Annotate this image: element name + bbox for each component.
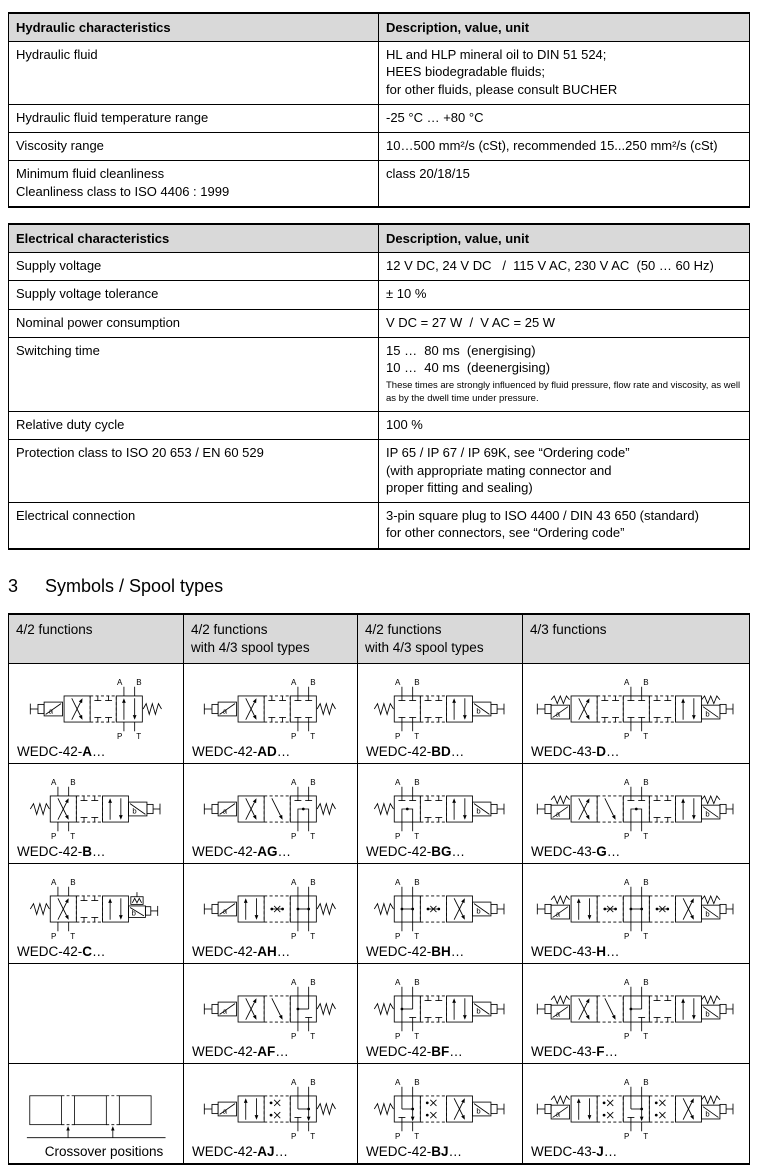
valve-code: WEDC-42-AJ… — [192, 1144, 289, 1160]
valve-symbol — [535, 876, 738, 942]
row-value: 3-pin square plug to ISO 4400 / DIN 43 650 (standard) for other connectors, see “Ordering code” — [379, 503, 750, 549]
svg-text:P: P — [623, 1132, 630, 1142]
row-value: 10…500 mm²/s (cSt), recommended 15...250 mm²/s (cSt) — [379, 133, 750, 161]
svg-text:a: a — [48, 706, 53, 716]
svg-text:B: B — [135, 678, 142, 688]
svg-text:T: T — [642, 1132, 648, 1142]
svg-text:b: b — [705, 809, 710, 819]
hydraulic-header-value: Description, value, unit — [379, 13, 750, 42]
svg-text:a: a — [555, 1009, 560, 1019]
svg-text:B: B — [642, 878, 649, 888]
valve-code: WEDC-43-J… — [531, 1144, 618, 1160]
svg-text:B: B — [310, 678, 316, 688]
svg-text:A: A — [623, 878, 630, 888]
valve-code: WEDC-42-BG… — [366, 844, 466, 860]
svg-text:T: T — [642, 932, 648, 942]
svg-text:b: b — [476, 1106, 481, 1116]
row-label: Protection class to ISO 20 653 / EN 60 529 — [9, 440, 379, 503]
valve-symbol — [535, 976, 738, 1042]
row-value: 15 … 80 ms (energising) 10 … 40 ms (deenergising) These times are strongly influenced by fluid pressure, flow rate and viscosity, as well as by the dwell time under pressure. — [379, 337, 750, 411]
valve-cell — [184, 864, 358, 964]
symbols-row-3 — [9, 964, 750, 1064]
svg-text:a: a — [222, 1006, 228, 1016]
valve-symbol — [28, 776, 165, 842]
valve-cell — [184, 664, 358, 764]
valve-code: WEDC-42-B… — [17, 844, 106, 860]
valve-cell — [184, 964, 358, 1064]
svg-text:b: b — [476, 906, 481, 916]
svg-text:b: b — [131, 908, 136, 918]
svg-text:T: T — [310, 832, 316, 842]
svg-text:a: a — [222, 806, 228, 816]
electrical-row-5 — [9, 440, 750, 503]
svg-text:A: A — [50, 878, 57, 888]
svg-text:T: T — [69, 932, 75, 942]
valve-cell — [358, 764, 523, 864]
svg-text:P: P — [50, 832, 57, 842]
svg-text:A: A — [623, 678, 630, 688]
hydraulic-header-label: Hydraulic characteristics — [9, 13, 379, 42]
valve-code: WEDC-42-AH… — [192, 944, 291, 960]
svg-text:P: P — [394, 732, 401, 742]
svg-text:P: P — [291, 1132, 297, 1142]
svg-text:B: B — [642, 678, 649, 688]
svg-text:T: T — [413, 932, 419, 942]
svg-text:a: a — [222, 906, 228, 916]
svg-text:A: A — [623, 1078, 630, 1088]
svg-text:B: B — [413, 878, 420, 888]
svg-text:P: P — [394, 1132, 401, 1142]
electrical-characteristics-table — [8, 223, 750, 550]
row-label: Hydraulic fluid temperature range — [9, 104, 379, 132]
symbols-header-col-1: 4/2 functions with 4/3 spool types — [184, 614, 358, 664]
valve-code: WEDC-42-A… — [17, 744, 106, 760]
svg-text:P: P — [623, 832, 630, 842]
svg-text:A: A — [291, 678, 297, 688]
valve-cell — [523, 964, 750, 1064]
symbols-row-2 — [9, 864, 750, 964]
valve-code: WEDC-43-D… — [531, 744, 620, 760]
valve-code: WEDC-43-H… — [531, 944, 620, 960]
crossover-positions-diagram — [24, 1090, 168, 1142]
svg-text:B: B — [69, 878, 76, 888]
electrical-header-row — [9, 224, 750, 253]
svg-text:A: A — [291, 1078, 297, 1088]
hydraulic-row-1 — [9, 104, 750, 132]
svg-text:T: T — [69, 832, 75, 842]
svg-text:a: a — [555, 709, 560, 719]
svg-text:P: P — [291, 1032, 297, 1042]
valve-symbol — [202, 1076, 339, 1142]
svg-text:T: T — [310, 932, 316, 942]
row-value: 12 V DC, 24 V DC / 115 V AC, 230 V AC (50 … 60 Hz) — [379, 252, 750, 280]
svg-text:A: A — [116, 678, 123, 688]
electrical-row-0 — [9, 252, 750, 280]
svg-text:B: B — [413, 678, 420, 688]
row-label: Hydraulic fluid — [9, 42, 379, 105]
svg-text:B: B — [310, 778, 316, 788]
symbols-row-1 — [9, 764, 750, 864]
svg-text:a: a — [555, 909, 560, 919]
svg-text:P: P — [394, 1032, 401, 1042]
svg-text:B: B — [642, 978, 649, 988]
svg-text:b: b — [705, 909, 710, 919]
svg-text:P: P — [116, 732, 123, 742]
hydraulic-characteristics-table — [8, 12, 750, 208]
valve-cell — [9, 764, 184, 864]
valve-cell — [9, 864, 184, 964]
valve-cell — [358, 1064, 523, 1165]
svg-text:b: b — [476, 806, 481, 816]
valve-symbol — [28, 676, 165, 742]
valve-cell — [358, 864, 523, 964]
valve-cell — [523, 1064, 750, 1165]
valve-symbol — [372, 976, 509, 1042]
hydraulic-row-2 — [9, 133, 750, 161]
svg-text:B: B — [310, 978, 316, 988]
valve-code: WEDC-42-BD… — [366, 744, 465, 760]
valve-code: WEDC-43-G… — [531, 844, 621, 860]
section-number: 3 — [8, 575, 19, 596]
svg-text:T: T — [413, 832, 419, 842]
symbols-header-col-2: 4/2 functions with 4/3 spool types — [358, 614, 523, 664]
svg-text:P: P — [623, 1032, 630, 1042]
svg-text:b: b — [476, 1006, 481, 1016]
svg-text:A: A — [291, 978, 297, 988]
svg-text:a: a — [555, 1109, 560, 1119]
symbols-row-4 — [9, 1064, 750, 1165]
svg-text:B: B — [310, 1078, 316, 1088]
row-label: Viscosity range — [9, 133, 379, 161]
svg-text:T: T — [310, 732, 316, 742]
section-title: Symbols / Spool types — [45, 575, 224, 596]
svg-text:P: P — [291, 932, 297, 942]
valve-symbol — [535, 776, 738, 842]
row-note: These times are strongly influenced by fluid pressure, flow rate and viscosity, as well as by the dwell time under pressure. — [386, 380, 741, 404]
electrical-row-1 — [9, 281, 750, 309]
svg-text:B: B — [310, 878, 316, 888]
valve-symbol — [202, 776, 339, 842]
svg-text:T: T — [310, 1132, 316, 1142]
svg-text:A: A — [50, 778, 57, 788]
svg-text:P: P — [291, 832, 297, 842]
svg-text:T: T — [413, 732, 419, 742]
svg-text:A: A — [394, 678, 401, 688]
valve-cell — [523, 764, 750, 864]
svg-text:a: a — [222, 706, 228, 716]
valve-cell — [184, 1064, 358, 1165]
valve-cell — [523, 664, 750, 764]
svg-text:P: P — [50, 932, 57, 942]
svg-text:T: T — [310, 1032, 316, 1042]
svg-text:A: A — [291, 778, 297, 788]
valve-cell — [184, 764, 358, 864]
svg-text:b: b — [705, 1109, 710, 1119]
row-value: ± 10 % — [379, 281, 750, 309]
svg-text:b: b — [132, 806, 137, 816]
svg-text:A: A — [394, 1078, 401, 1088]
svg-text:T: T — [135, 732, 141, 742]
row-label: Switching time — [9, 337, 379, 411]
crossover-cell — [9, 1064, 184, 1165]
valve-symbol — [535, 1076, 738, 1142]
svg-text:A: A — [394, 778, 401, 788]
valve-symbol — [202, 976, 339, 1042]
svg-text:T: T — [413, 1132, 419, 1142]
valve-code: WEDC-42-AD… — [192, 744, 291, 760]
row-label: Nominal power consumption — [9, 309, 379, 337]
svg-text:A: A — [394, 978, 401, 988]
valve-symbol — [372, 876, 509, 942]
symbols-header-row — [9, 614, 750, 664]
electrical-header-label: Electrical characteristics — [9, 224, 379, 253]
row-value: -25 °C … +80 °C — [379, 104, 750, 132]
section-heading — [8, 576, 749, 597]
svg-text:P: P — [623, 732, 630, 742]
row-value: 100 % — [379, 412, 750, 440]
hydraulic-row-3 — [9, 161, 750, 207]
electrical-row-2 — [9, 309, 750, 337]
svg-text:b: b — [476, 706, 481, 716]
row-label: Minimum fluid cleanliness Cleanliness class to ISO 4406 : 1999 — [9, 161, 379, 207]
valve-symbol — [535, 676, 738, 742]
valve-code: WEDC-42-BH… — [366, 944, 465, 960]
valve-code: WEDC-42-C… — [17, 944, 106, 960]
valve-cell — [523, 864, 750, 964]
valve-code: WEDC-42-BJ… — [366, 1144, 463, 1160]
svg-text:b: b — [705, 709, 710, 719]
hydraulic-row-0 — [9, 42, 750, 105]
row-value: HL and HLP mineral oil to DIN 51 524; HEES biodegradable fluids; for other fluids, please consult BUCHER — [379, 42, 750, 105]
svg-text:T: T — [642, 732, 648, 742]
svg-text:P: P — [394, 832, 401, 842]
svg-text:B: B — [642, 778, 649, 788]
svg-text:T: T — [642, 1032, 648, 1042]
svg-text:B: B — [413, 778, 420, 788]
svg-text:A: A — [291, 878, 297, 888]
valve-cell — [358, 964, 523, 1064]
svg-text:P: P — [291, 732, 297, 742]
crossover-label: Crossover positions — [44, 1144, 164, 1160]
valve-symbol — [372, 776, 509, 842]
electrical-row-3 — [9, 337, 750, 411]
valve-symbol — [372, 676, 509, 742]
valve-symbol — [202, 676, 339, 742]
svg-text:a: a — [555, 809, 560, 819]
row-value: IP 65 / IP 67 / IP 69K, see “Ordering code” (with appropriate mating connector and proper fitting and sealing) — [379, 440, 750, 503]
svg-text:a: a — [222, 1106, 228, 1116]
valve-code: WEDC-42-BF… — [366, 1044, 463, 1060]
symbols-header-col-0: 4/2 functions — [9, 614, 184, 664]
valve-symbol — [372, 1076, 509, 1142]
svg-text:A: A — [394, 878, 401, 888]
symbols-spool-types-table — [8, 613, 750, 1165]
svg-text:A: A — [623, 978, 630, 988]
valve-code: WEDC-43-F… — [531, 1044, 619, 1060]
empty-cell — [9, 964, 184, 1064]
svg-text:T: T — [413, 1032, 419, 1042]
row-label: Relative duty cycle — [9, 412, 379, 440]
electrical-row-4 — [9, 412, 750, 440]
valve-symbol — [202, 876, 339, 942]
row-label: Supply voltage tolerance — [9, 281, 379, 309]
svg-text:b: b — [705, 1009, 710, 1019]
symbols-header-col-3: 4/3 functions — [523, 614, 750, 664]
valve-code: WEDC-42-AF… — [192, 1044, 289, 1060]
valve-code: WEDC-42-AG… — [192, 844, 292, 860]
svg-text:B: B — [69, 778, 76, 788]
svg-text:B: B — [413, 1078, 420, 1088]
row-value: class 20/18/15 — [379, 161, 750, 207]
svg-text:T: T — [642, 832, 648, 842]
electrical-header-value: Description, value, unit — [379, 224, 750, 253]
row-value: V DC = 27 W / V AC = 25 W — [379, 309, 750, 337]
valve-symbol — [28, 876, 165, 942]
svg-text:B: B — [642, 1078, 649, 1088]
row-label: Electrical connection — [9, 503, 379, 549]
row-label: Supply voltage — [9, 252, 379, 280]
svg-text:P: P — [623, 932, 630, 942]
svg-text:B: B — [413, 978, 420, 988]
svg-text:P: P — [394, 932, 401, 942]
hydraulic-header-row — [9, 13, 750, 42]
symbols-row-0 — [9, 664, 750, 764]
valve-cell — [358, 664, 523, 764]
valve-cell — [9, 664, 184, 764]
electrical-row-6 — [9, 503, 750, 549]
svg-text:A: A — [623, 778, 630, 788]
